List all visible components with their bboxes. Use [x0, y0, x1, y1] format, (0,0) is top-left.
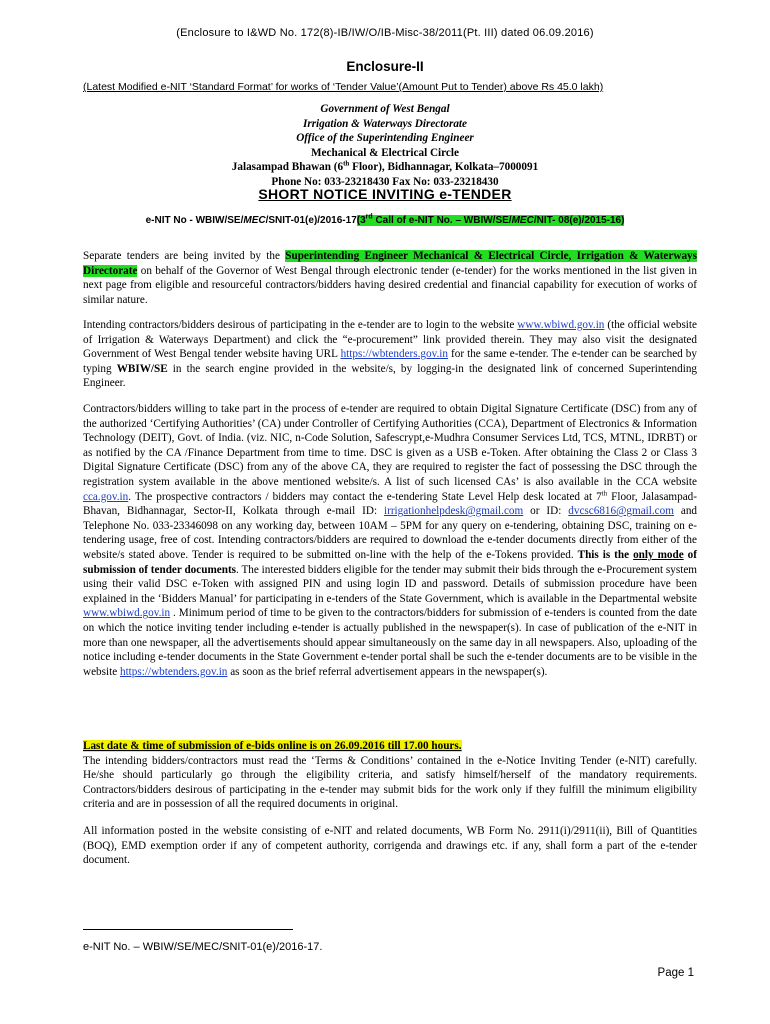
text: on behalf of the Governor of West Bengal through electronic tender (e-tender) for the works mentioned in the list given in next page from eligible and resourceful contractors/bidders having desired credential and financial capability for execution of works of similar nature.: [83, 264, 697, 306]
text: or ID:: [523, 505, 569, 518]
notice-title: SHORT NOTICE INVITING e-TENDER: [258, 186, 512, 202]
paragraph-invitation: [83, 249, 697, 307]
enit-part: MEC: [511, 215, 534, 226]
address-part: Jalasampad Bhawan (6: [231, 161, 344, 174]
latest-modified-note: (Latest Modified e-NIT ‘Standard Format’ for works of ‘Tender Value’(Amount Put to Tender) above Rs 45.0 lakh): [83, 81, 604, 93]
text: . Minimum period of time to be given to the contractors/bidders for submission of e-tenders is counted from the date on which the notice inviting tender including e-tender is actually published in the newspaper(s). In case of publication of the e-NIT in more than one newspaper, all the advertisements should appear simultaneously on the same day in all newspapers. Also, uploading of the notice including e-tender documents in the State Government e-tender portal shall be such the e-tender documents are to be visible in the website: [83, 607, 697, 678]
text: Contractors/bidders willing to take part in the process of e-tender are required to obtain Digital Signature Certificate (DSC) from any of the authorized ‘Certifying Authorities’ (CA) under Controller of Certifying Authorities (CCA), Department of Electronics & Information Technology (DEIT), Govt. of India. (viz. NIC, n-Code Solution, Safescrypt,e-Mudhra Consumer Services Ltd, TCS, MTNL, IDRBT) or as notified by the CA /Finance Department from time to time. DSC is given as a USB e-Token. After obtaining the Class 2 or Class 3 Digital Signature Certificate (DSC) from any of the above CA, they are required to register the fact of possessing the DSC through the registration system available in the above mentioned website/s. A list of such licensed CAs’ is also available in the CCA website: [83, 403, 697, 488]
enit-highlight: [357, 215, 625, 226]
office-line-address: [0, 160, 770, 175]
text: . The prospective contractors / bidders may contact the e-tendering State Level Help desk located at 7: [128, 490, 602, 503]
enit-number: [0, 215, 770, 226]
enclosure-reference: (Enclosure to I&WD No. 172(8)-IB/IW/O/IB-Misc-38/2011(Pt. III) dated 06.09.2016): [176, 27, 594, 39]
enit-sup: rd: [365, 213, 373, 221]
enclosure-title: Enclosure-II: [346, 59, 424, 74]
text: as soon as the brief referral advertisement appears in the newspaper(s).: [227, 665, 548, 678]
deadline-highlight: Last date & time of submission of e-bids online is on 26.09.2016 till 17.00 hours.: [83, 740, 462, 752]
link-wbtenders[interactable]: https://wbtenders.gov.in: [340, 348, 448, 361]
paragraph-website-login: [83, 318, 697, 391]
link-wbiwd[interactable]: www.wbiwd.gov.in: [517, 319, 605, 331]
footer-reference: e-NIT No. – WBIW/SE/MEC/SNIT-01(e)/2016-17.: [83, 941, 323, 953]
text: for the same e-tender. The e-tender can be searched by typing: [83, 348, 697, 375]
text: Separate tenders are being invited by the: [83, 250, 286, 262]
text: The intending bidders/contractors must read the ‘Terms & Conditions’ contained in the e-Notice Inviting Tender (e-NIT) carefully. He/she should particularly go through the eligibility criteria, and satisfy himself/herself of the mandatory requirements. Contractors/bidders desirous of participating in the e-tender may submit bids for the work only if they fulfill the minimum eligibility criteria and are in possession of all the required documents in original.: [83, 754, 697, 811]
search-keyword: WBIW/SE: [116, 362, 168, 375]
footer-divider: [83, 929, 293, 930]
address-part: Floor), Bidhannagar, Kolkata–7000091: [349, 161, 539, 174]
text: . The interested bidders eligible for the tender may submit their bids through the e-Procurement system using their valid DSC e-Token with assigned PIN and using login ID and password. Details of submission procedure have been explained in the ‘Bidders Manual’ for participating in e-tenders of the State Government, which is available in the Departmental website: [83, 563, 697, 605]
floor-sup: th: [601, 488, 608, 497]
text: in the search engine provided in the website/s, by logging-in the designated link of concerned Superintending Engineer.: [83, 362, 698, 390]
page-number: Page 1: [657, 967, 694, 979]
text: Intending contractors/bidders desirous of participating in the e-tender are to login to the website: [83, 319, 518, 331]
text: and Telephone No. 033-23346098 on any working day, between 10AM – 5PM for any query on e-tendering, obtaining DSC, training on e-tendering usage, free of cost. Intending contractors/bidders are required to download the e-tender documents directly from either of the website/s stated above. Tender is required to be submitted on-line with the help of the e-Tokens provided.: [83, 505, 698, 561]
enit-part: MEC: [243, 215, 266, 226]
paragraph-dsc: [83, 402, 697, 679]
bold-text: of submission of tender documents: [83, 548, 697, 576]
text: (the official website of Irrigation & Waterways Department) and click the “e-procurement” link provided therein. They may also visit the designated Government of West Bengal tender website having URL: [83, 319, 697, 361]
bold-text: This is the: [577, 548, 634, 561]
text: Floor, Jalasampad- Bhavan, Bidhannagar, Sector-II, Kolkata through e-mail ID:: [83, 490, 697, 518]
office-address-block: [0, 102, 770, 190]
office-line-circle: Mechanical & Electrical Circle: [311, 146, 459, 159]
paragraph-documents: [83, 824, 697, 868]
link-wbtenders[interactable]: https://wbtenders.gov.in: [119, 665, 228, 678]
enit-part: e-NIT No - WBIW/SE/: [145, 215, 244, 226]
bold-underlined-text: only mode: [633, 548, 684, 561]
link-cca[interactable]: cca.gov.in: [83, 490, 129, 503]
office-line-government: Government of West Bengal: [320, 103, 450, 115]
link-wbiwd[interactable]: www.wbiwd.gov.in: [83, 607, 171, 620]
enit-part: /NIT- 08(e)/2015-16): [533, 215, 625, 226]
paragraph-deadline: [83, 739, 697, 812]
link-dvcsc-email[interactable]: dvcsc6816@gmail.com: [568, 505, 674, 518]
enit-part: (3: [356, 215, 366, 226]
enit-part: Call of e-NIT No. – WBIW/SE/: [372, 215, 512, 226]
enit-part: /SNIT-01(e)/2016-17: [265, 215, 357, 226]
office-line-directorate: Irrigation & Waterways Directorate: [303, 117, 467, 130]
address-sup: th: [343, 159, 350, 168]
highlighted-authority: Superintending Engineer Mechanical & Electrical Circle, Irrigation & Waterways Directorate: [83, 250, 697, 277]
office-line-phone: Phone No: 033-23218430 Fax No: 033-23218430: [271, 175, 499, 188]
text: All information posted in the website consisting of e-NIT and related documents, WB Form No. 2911(i)/2911(ii), Bill of Quantities (BOQ), EMD exemption order if any of competent authority, corrigenda and drawings etc. if any, shall form a part of the e-tender document.: [83, 825, 697, 867]
link-helpdesk-email[interactable]: irrigationhelpdesk@gmail.com: [383, 505, 524, 518]
office-line-office: Office of the Superintending Engineer: [296, 132, 474, 145]
